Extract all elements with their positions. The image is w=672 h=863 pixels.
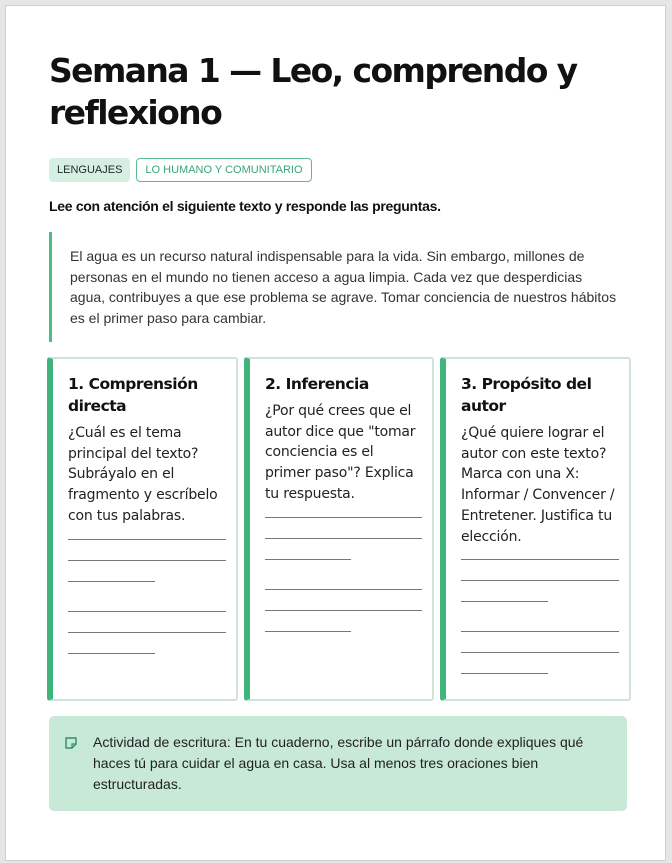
answer-lines[interactable] bbox=[461, 559, 619, 674]
activity-text: En tu cuaderno, escribe un párrafo donde expliques qué haces tú para cuidar el agua en casa. Usa al menos tres oraciones bien estructuradas. bbox=[93, 734, 584, 792]
worksheet-page bbox=[5, 5, 666, 861]
card-title: 1. Comprensión directa bbox=[68, 375, 198, 415]
card-question: ¿Qué quiere lograr el autor con este texto? Marca con una X: Informar / Convencer / Entretener. Justifica tu elección. bbox=[461, 425, 615, 545]
tag-lo-humano: LO HUMANO Y COMUNITARIO bbox=[136, 158, 311, 182]
instruction-text: Lee con atención el siguiente texto y responde las preguntas. bbox=[49, 198, 441, 214]
question-card-3 bbox=[440, 357, 631, 701]
writing-activity bbox=[49, 716, 627, 811]
answer-lines[interactable] bbox=[68, 539, 226, 654]
activity-label: Actividad de escritura: bbox=[93, 734, 231, 750]
card-title: 3. Propósito del autor bbox=[461, 375, 592, 415]
note-icon bbox=[65, 737, 77, 749]
tag-lenguajes: LENGUAJES bbox=[49, 158, 130, 182]
question-card-2 bbox=[244, 357, 434, 701]
card-title: 2. Inferencia bbox=[265, 375, 369, 393]
page-title: Semana 1 — Leo, comprendo y reflexiono bbox=[49, 51, 577, 132]
card-question: ¿Cuál es el tema principal del texto? Subráyalo en el fragmento y escríbelo con tus palabras. bbox=[68, 425, 218, 524]
answer-lines[interactable] bbox=[265, 517, 422, 632]
card-question: ¿Por qué crees que el autor dice que "tomar conciencia es el primer paso"? Explica tu respuesta. bbox=[265, 403, 416, 502]
reading-passage: El agua es un recurso natural indispensable para la vida. Sin embargo, millones de personas en el mundo no tienen acceso a agua limpia. Cada vez que desperdicias agua, contribuyes a que ese problema se agrave. Tomar conciencia de nuestros hábitos es el primer paso para cambiar. bbox=[49, 232, 619, 342]
subject-tags bbox=[49, 158, 312, 182]
question-card-1 bbox=[47, 357, 238, 701]
